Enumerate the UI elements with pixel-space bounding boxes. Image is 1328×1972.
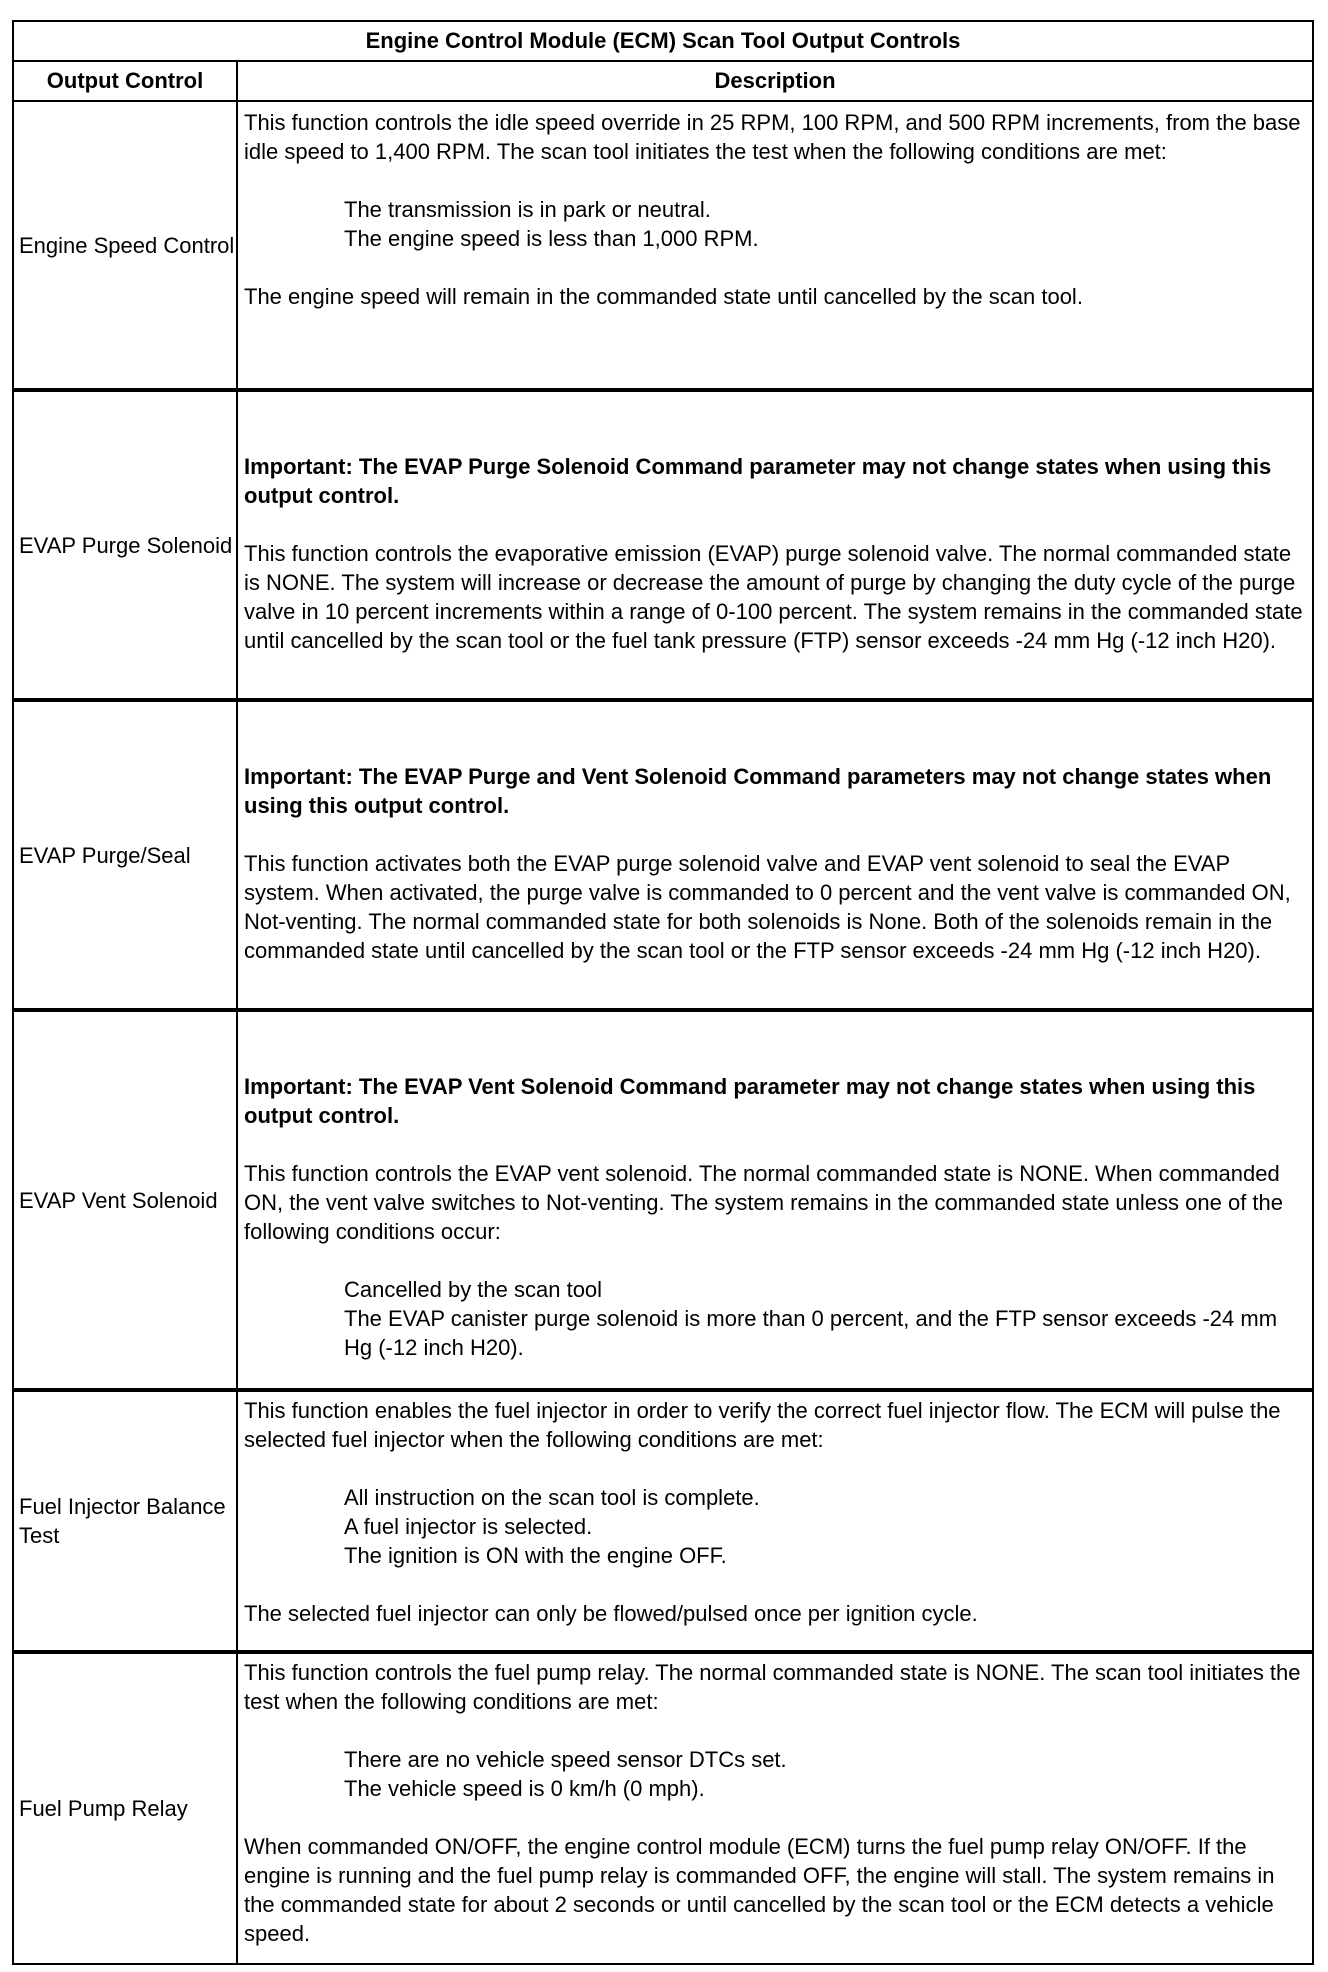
condition-item: Cancelled by the scan tool	[344, 1277, 603, 1302]
row-description	[238, 1392, 1312, 1650]
output-controls-table	[12, 20, 1314, 1965]
row-label: EVAP Vent Solenoid	[14, 1012, 238, 1388]
table-row	[14, 392, 1312, 702]
description-intro: This function activates both the EVAP purge solenoid valve and EVAP vent solenoid to seal the EVAP system. When activated, the purge valve is commanded to 0 percent and the vent valve is commanded ON, Not-venting. The normal commanded state for both solenoids is None. Both of the solenoids remain in the commanded state until cancelled by the scan tool or the FTP sensor exceeds -24 mm Hg (-12 inch H20).	[244, 851, 1291, 963]
row-description	[238, 702, 1312, 1008]
important-note: Important: The EVAP Vent Solenoid Command parameter may not change states when using this output control.	[244, 1074, 1256, 1128]
table-row	[14, 1654, 1312, 1963]
condition-item: The ignition is ON with the engine OFF.	[344, 1543, 727, 1568]
description-intro: This function controls the EVAP vent solenoid. The normal commanded state is NONE. When commanded ON, the vent valve switches to Not-venting. The system remains in the commanded state unless one of the following conditions occur:	[244, 1161, 1283, 1244]
description-intro: This function controls the evaporative emission (EVAP) purge solenoid valve. The normal commanded state is NONE. The system will increase or decrease the amount of purge by changing the duty cycle of the purge valve in 10 percent increments within a range of 0-100 percent. The system remains in the commanded state until cancelled by the scan tool or the fuel tank pressure (FTP) sensor exceeds -24 mm Hg (-12 inch H20).	[244, 541, 1303, 653]
condition-item: The transmission is in park or neutral.	[344, 197, 711, 222]
row-description	[238, 392, 1312, 698]
description-intro: This function enables the fuel injector in order to verify the correct fuel injector flow. The ECM will pulse the selected fuel injector when the following conditions are met:	[244, 1398, 1281, 1452]
condition-item: The EVAP canister purge solenoid is more than 0 percent, and the FTP sensor exceeds -24 mm Hg (-12 inch H20).	[344, 1306, 1278, 1360]
condition-item: All instruction on the scan tool is complete.	[344, 1485, 760, 1510]
row-label: Engine Speed Control	[14, 102, 238, 388]
table-row	[14, 102, 1312, 392]
important-note: Important: The EVAP Purge Solenoid Command parameter may not change states when using this output control.	[244, 454, 1272, 508]
header-output-control: Output Control	[14, 62, 238, 100]
description-outro: The engine speed will remain in the commanded state until cancelled by the scan tool.	[244, 284, 1083, 309]
condition-item: The vehicle speed is 0 km/h (0 mph).	[344, 1776, 705, 1801]
row-description	[238, 1654, 1312, 1963]
condition-item: The engine speed is less than 1,000 RPM.	[344, 226, 759, 251]
row-description	[238, 102, 1312, 388]
row-label: EVAP Purge/Seal	[14, 702, 238, 1008]
row-label: Fuel Injector Balance Test	[14, 1392, 238, 1650]
row-label: EVAP Purge Solenoid	[14, 392, 238, 698]
description-outro: The selected fuel injector can only be flowed/pulsed once per ignition cycle.	[244, 1601, 978, 1626]
table-header-row	[14, 62, 1312, 102]
row-description	[238, 1012, 1312, 1388]
row-label: Fuel Pump Relay	[14, 1654, 238, 1963]
important-note: Important: The EVAP Purge and Vent Solenoid Command parameters may not change states when using this output control.	[244, 764, 1272, 818]
description-intro: This function controls the fuel pump relay. The normal commanded state is NONE. The scan tool initiates the test when the following conditions are met:	[244, 1660, 1301, 1714]
description-outro: When commanded ON/OFF, the engine control module (ECM) turns the fuel pump relay ON/OFF. If the engine is running and the fuel pump relay is commanded OFF, the engine will stall. The system remains in the commanded state for about 2 seconds or until cancelled by the scan tool or the ECM detects a vehicle speed.	[244, 1834, 1275, 1946]
table-row	[14, 1392, 1312, 1654]
table-row	[14, 1012, 1312, 1392]
condition-item: There are no vehicle speed sensor DTCs set.	[344, 1747, 787, 1772]
description-intro: This function controls the idle speed override in 25 RPM, 100 RPM, and 500 RPM increments, from the base idle speed to 1,400 RPM. The scan tool initiates the test when the following conditions are met:	[244, 110, 1301, 164]
table-row	[14, 702, 1312, 1012]
header-description: Description	[714, 68, 836, 93]
table-title: Engine Control Module (ECM) Scan Tool Output Controls	[14, 22, 1312, 62]
condition-item: A fuel injector is selected.	[344, 1514, 593, 1539]
